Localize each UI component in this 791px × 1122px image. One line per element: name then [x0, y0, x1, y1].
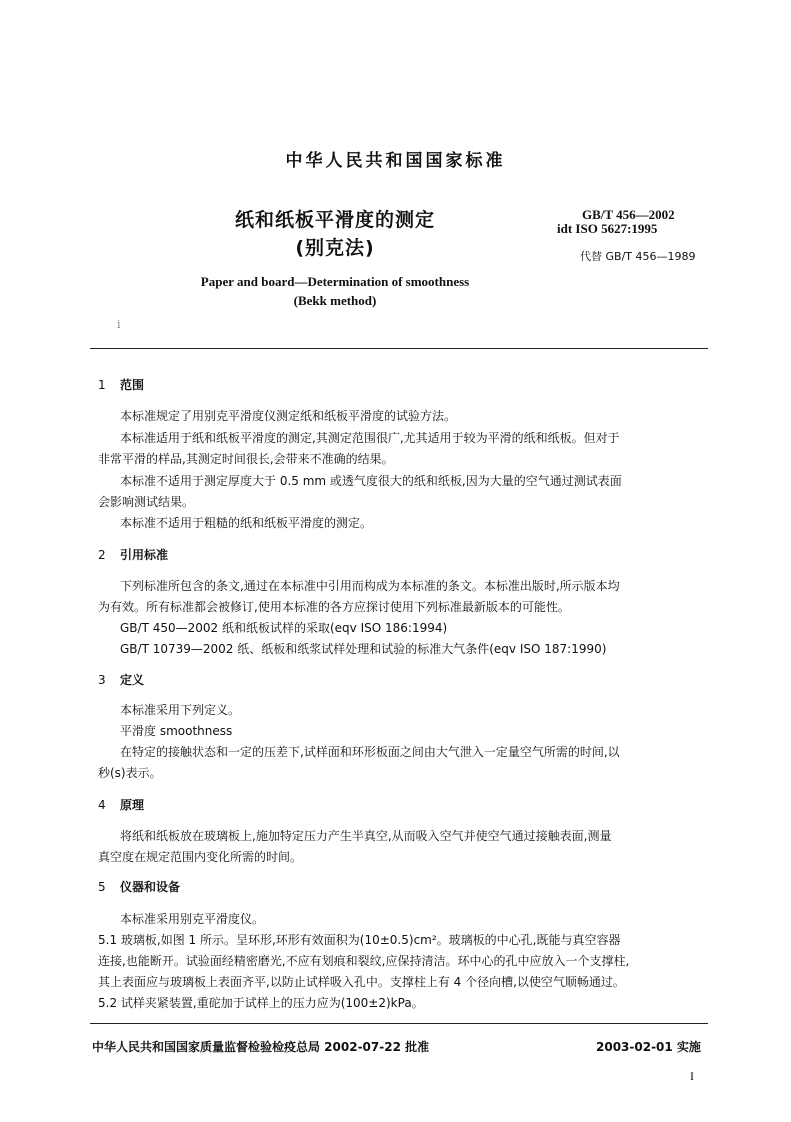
paragraph-continuation: 秒(s)表示。 — [98, 766, 162, 780]
document-title-en: Paper and board—Determination of smoothness — [200, 274, 470, 289]
section-3-heading — [98, 671, 144, 688]
document-subtitle-cn: (别克法) — [295, 237, 375, 259]
section-number: 4 — [98, 798, 106, 812]
section-title: 引用标准 — [120, 548, 169, 562]
standard-number: GB/T 456—2002 — [582, 207, 675, 222]
paragraph: 本标准采用下列定义。 — [120, 703, 241, 717]
section-title: 仪器和设备 — [120, 880, 181, 894]
section-number: 5 — [98, 880, 106, 894]
scan-mark: ⅰ — [117, 318, 121, 331]
reference-item: GB/T 10739—2002 纸、纸板和纸浆试样处理和试验的标准大气条件(eqv ISO 187:1990) — [120, 642, 607, 656]
clause-5-2: 5.2 试样夹紧装置,重砣加于试样上的压力应为(100±2)kPa。 — [98, 996, 424, 1010]
paragraph: 在特定的接触状态和一定的压差下,试样面和环形板面之间由大气泄入一定量空气所需的时间,以 — [120, 745, 620, 759]
idt-reference: idt ISO 5627:1995 — [557, 221, 658, 236]
section-title: 范围 — [120, 378, 145, 392]
section-5-heading — [98, 878, 180, 895]
document-subtitle-en: (Bekk method) — [293, 293, 377, 308]
section-number: 3 — [98, 673, 106, 687]
paragraph: 本标准不适用于测定厚度大于 0.5 mm 或透气度很大的纸和纸板,因为大量的空气通过测试表面 — [120, 474, 622, 488]
section-2-heading — [98, 546, 168, 563]
paragraph-continuation: 会影响测试结果。 — [98, 495, 195, 509]
section-number: 2 — [98, 548, 106, 562]
paragraph-continuation: 非常平滑的样品,其测定时间很长,会带来不准确的结果。 — [98, 452, 394, 466]
national-standard-heading: 中华人民共和国国家标准 — [285, 151, 506, 171]
section-title: 原理 — [120, 798, 145, 812]
section-number: 1 — [98, 378, 106, 392]
page-number: I — [690, 1069, 694, 1083]
paragraph: 将纸和纸板放在玻璃板上,施加特定压力产生半真空,从而吸入空气并使空气通过接触表面,测量 — [120, 829, 612, 843]
paragraph: 下列标准所包含的条文,通过在本标准中引用而构成为本标准的条文。本标准出版时,所示版本均 — [120, 579, 620, 593]
footer-rule — [90, 1023, 708, 1024]
paragraph: 本标准不适用于粗糙的纸和纸板平滑度的测定。 — [120, 516, 373, 530]
document-title-cn: 纸和纸板平滑度的测定 — [234, 209, 435, 231]
paragraph-continuation: 连接,也能断开。试验面经精密磨光,不应有划痕和裂纹,应保持清洁。环中心的孔中应放入一个支撑柱, — [98, 954, 630, 968]
clause-5-1: 5.1 玻璃板,如图 1 所示。呈环形,环形有效面积为(10±0.5)cm²。玻璃板的中心孔,既能与真空容器 — [98, 933, 621, 947]
paragraph: 本标准适用于纸和纸板平滑度的测定,其测定范围很广,尤其适用于较为平滑的纸和纸板。但对于 — [120, 431, 620, 445]
paragraph: 本标准规定了用别克平滑度仪测定纸和纸板平滑度的试验方法。 — [120, 409, 457, 423]
term-definition: 平滑度 smoothness — [120, 724, 233, 738]
approval-statement: 中华人民共和国国家质量监督检验检疫总局 2002-07-22 批准 — [92, 1040, 430, 1054]
paragraph: 本标准采用别克平滑度仪。 — [120, 912, 265, 926]
replaces-standard: 代替 GB/T 456—1989 — [580, 250, 696, 263]
section-4-heading — [98, 796, 144, 813]
implementation-date: 2003-02-01 实施 — [596, 1040, 701, 1054]
paragraph-continuation: 为有效。所有标准都会被修订,使用本标准的各方应探讨使用下列标准最新版本的可能性。 — [98, 600, 570, 614]
section-title: 定义 — [120, 673, 145, 687]
section-1-heading — [98, 376, 144, 393]
paragraph-continuation: 真空度在规定范围内变化所需的时间。 — [98, 850, 303, 864]
paragraph-continuation: 其上表面应与玻璃板上表面齐平,以防止试样吸入孔中。支撑柱上有 4 个径向槽,以使空气顺畅通过。 — [98, 975, 625, 989]
reference-item: GB/T 450—2002 纸和纸板试样的采取(eqv ISO 186:1994) — [120, 621, 448, 635]
header-rule — [90, 348, 708, 349]
